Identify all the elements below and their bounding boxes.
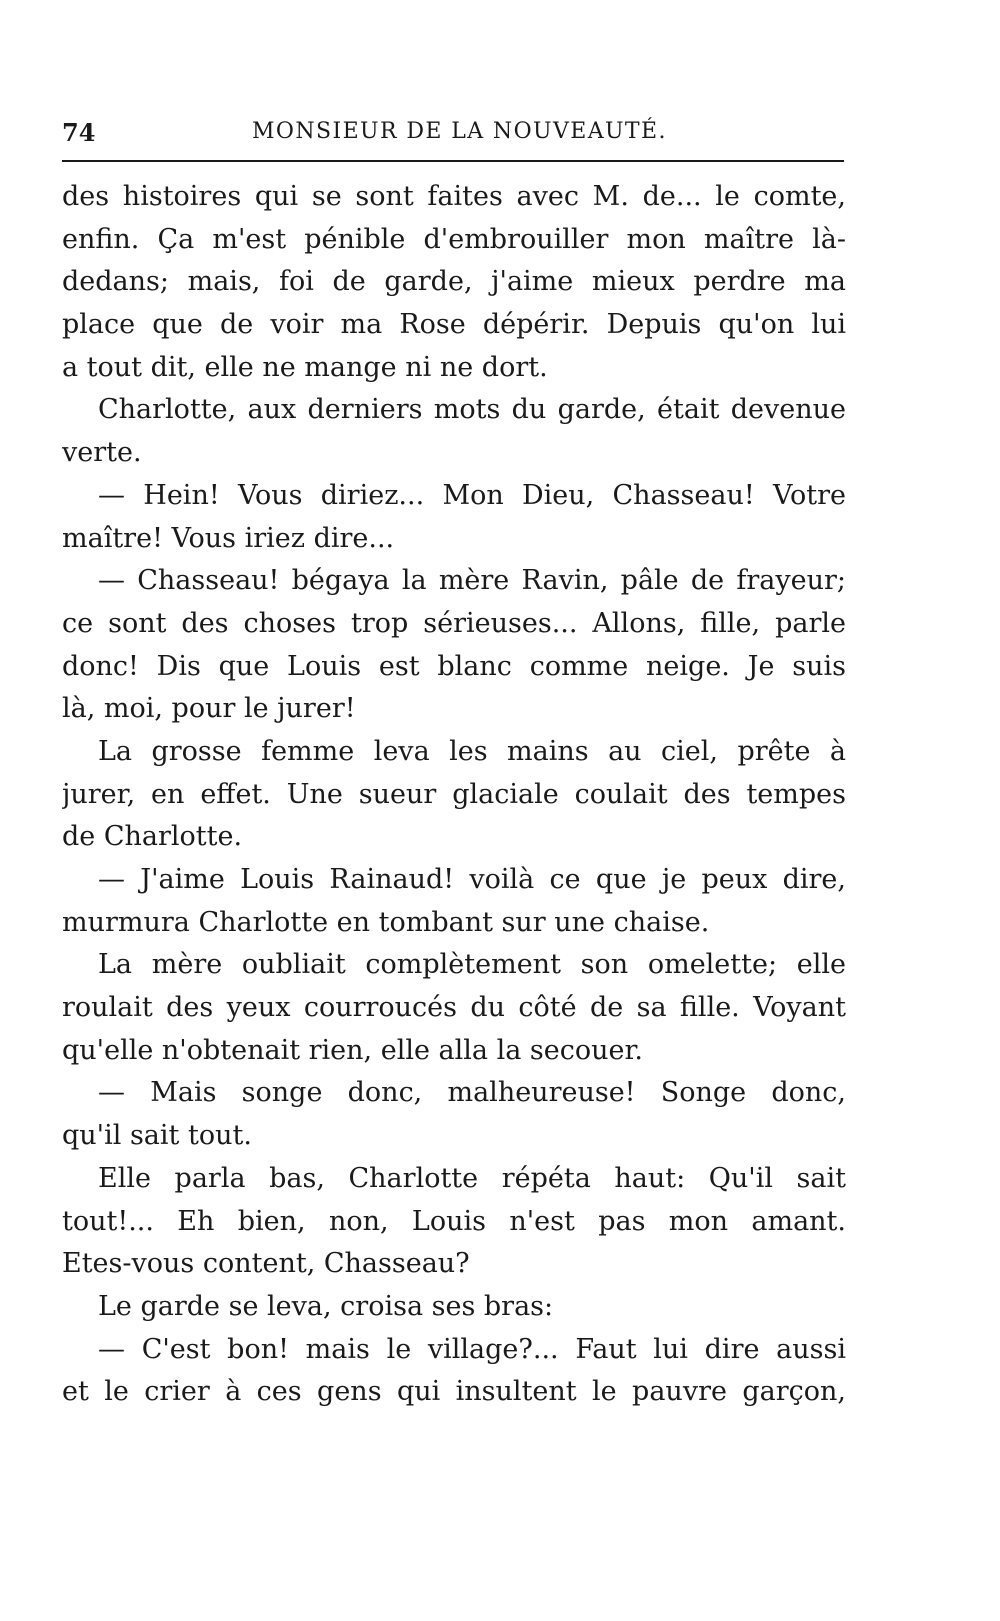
text-line: roulait des yeux courroucés du côté de sa fille. Voyant: [62, 992, 846, 1024]
running-title: MONSIEUR DE LA NOUVEAUTÉ.: [252, 119, 667, 144]
text-line: tout!... Eh bien, non, Louis n'est pas mon amant.: [62, 1205, 846, 1237]
header-rule: [62, 160, 844, 162]
text-line: verte.: [62, 437, 142, 469]
text-line: maître! Vous iriez dire...: [62, 522, 395, 554]
text-line: — C'est bon! mais le village?... Faut lui dire aussi: [98, 1333, 846, 1365]
text-line: dedans; mais, foi de garde, j'aime mieux perdre ma: [62, 266, 846, 298]
text-line: qu'elle n'obtenait rien, elle alla la secouer.: [62, 1034, 643, 1066]
text-line: là, moi, pour le jurer!: [62, 693, 356, 725]
page-number: 74: [62, 118, 96, 147]
page-header: [62, 118, 842, 148]
text-line: place que de voir ma Rose dépérir. Depuis qu'on lui: [62, 309, 846, 341]
text-line: Etes-vous content, Chasseau?: [62, 1248, 470, 1280]
text-line: jurer, en effet. Une sueur glaciale coulait des tempes: [62, 778, 846, 810]
text-line: a tout dit, elle ne mange ni ne dort.: [62, 351, 548, 383]
text-line: — Chasseau! bégaya la mère Ravin, pâle de frayeur;: [98, 565, 846, 597]
text-line: et le crier à ces gens qui insultent le pauvre garçon,: [62, 1376, 846, 1408]
text-line: La grosse femme leva les mains au ciel, prête à: [98, 735, 846, 767]
text-line: Charlotte, aux derniers mots du garde, était devenue: [98, 394, 846, 426]
text-line: Elle parla bas, Charlotte répéta haut: Qu'il sait: [98, 1162, 846, 1194]
text-line: murmura Charlotte en tombant sur une chaise.: [62, 906, 710, 938]
text-line: — Hein! Vous diriez... Mon Dieu, Chasseau! Votre: [98, 479, 846, 511]
text-line: — Mais songe donc, malheureuse! Songe donc,: [98, 1077, 846, 1109]
text-line: donc! Dis que Louis est blanc comme neige. Je suis: [62, 650, 846, 682]
text-line: des histoires qui se sont faites avec M. de... le comte,: [62, 181, 846, 212]
text-line: qu'il sait tout.: [62, 1120, 252, 1152]
text-line: de Charlotte.: [62, 821, 243, 853]
text-line: — J'aime Louis Rainaud! voilà ce que je peux dire,: [98, 864, 846, 895]
body-text: [62, 176, 846, 1414]
text-line: ce sont des choses trop sérieuses... Allons, fille, parle: [62, 607, 846, 639]
text-line: La mère oubliait complètement son omelette; elle: [98, 949, 846, 981]
text-line: Le garde se leva, croisa ses bras:: [98, 1290, 554, 1322]
text-line: enfin. Ça m'est pénible d'embrouiller mon maître là-: [62, 223, 846, 255]
